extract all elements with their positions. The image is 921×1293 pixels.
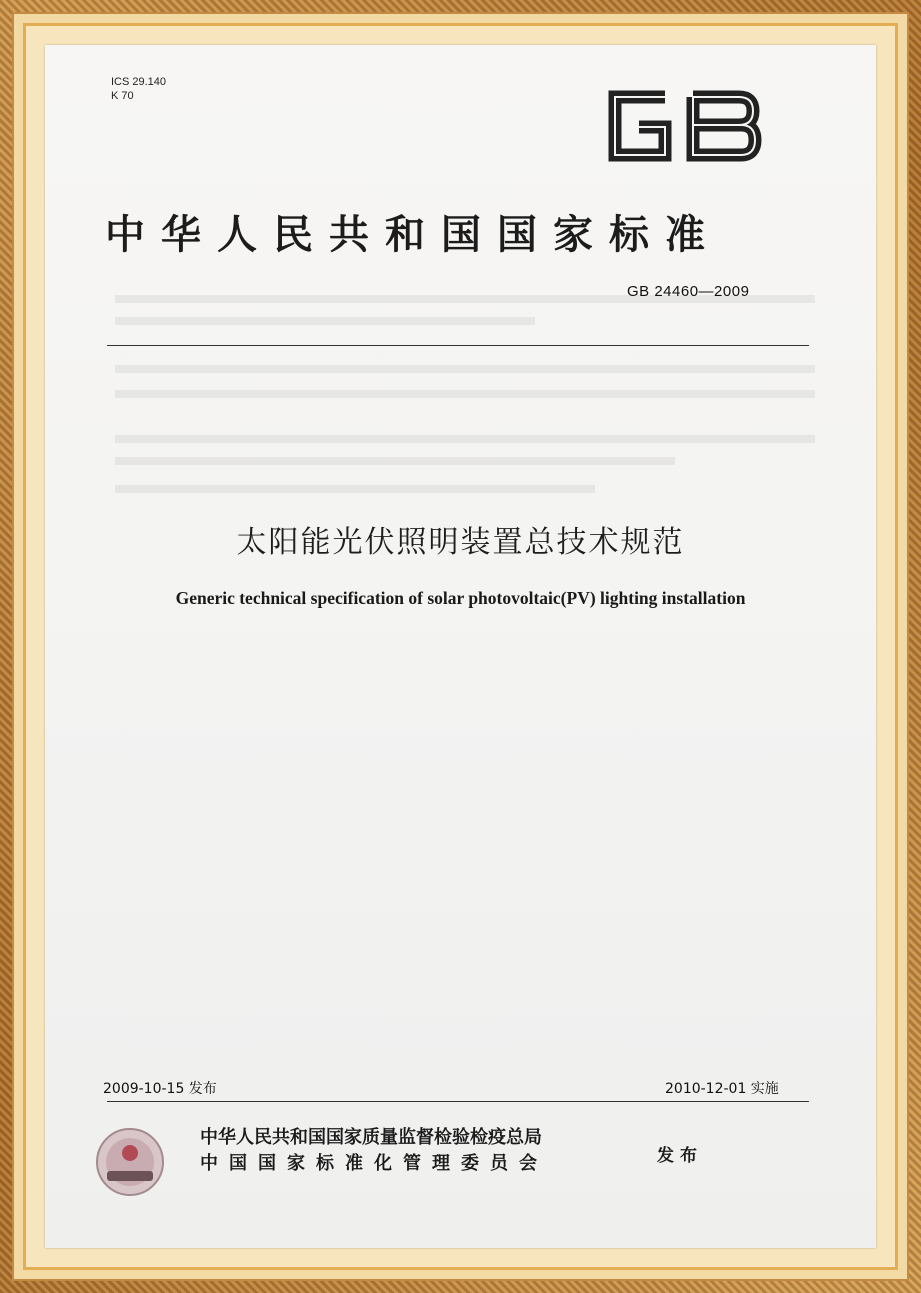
ghost-text xyxy=(115,365,815,373)
ics-number: ICS 29.140 xyxy=(111,76,167,88)
header-rule xyxy=(107,345,809,346)
standard-code: GB 24460—2009 xyxy=(627,283,750,300)
ghost-text xyxy=(115,435,815,443)
gb-logo xyxy=(593,83,763,169)
authority-sac: 中国国家标准化管理委员会 xyxy=(200,1153,548,1174)
publish-label: 发布 xyxy=(657,1146,703,1166)
national-standard-title: 中华人民共和国国家标准 xyxy=(105,211,721,258)
document-title-chinese: 太阳能光伏照明装置总技术规范 xyxy=(236,525,685,560)
issuing-authorities xyxy=(200,1125,548,1177)
ghost-text xyxy=(115,317,535,325)
ics-code xyxy=(111,75,166,103)
authority-aqsiq: 中华人民共和国国家质量监督检验检疫总局 xyxy=(200,1127,542,1148)
document-title-english: Generic technical specification of solar photovoltaic(PV) lighting installation xyxy=(175,588,746,608)
anti-counterfeit-seal xyxy=(95,1127,165,1197)
footer-rule xyxy=(107,1101,809,1102)
classification-code: K 70 xyxy=(111,90,134,102)
ghost-text xyxy=(115,485,595,493)
ghost-text xyxy=(115,457,675,465)
issue-date: 2009-10-15 发布 xyxy=(103,1081,217,1097)
implementation-date: 2010-12-01 实施 xyxy=(665,1081,779,1097)
document-page xyxy=(45,45,876,1248)
ghost-text xyxy=(115,390,815,398)
